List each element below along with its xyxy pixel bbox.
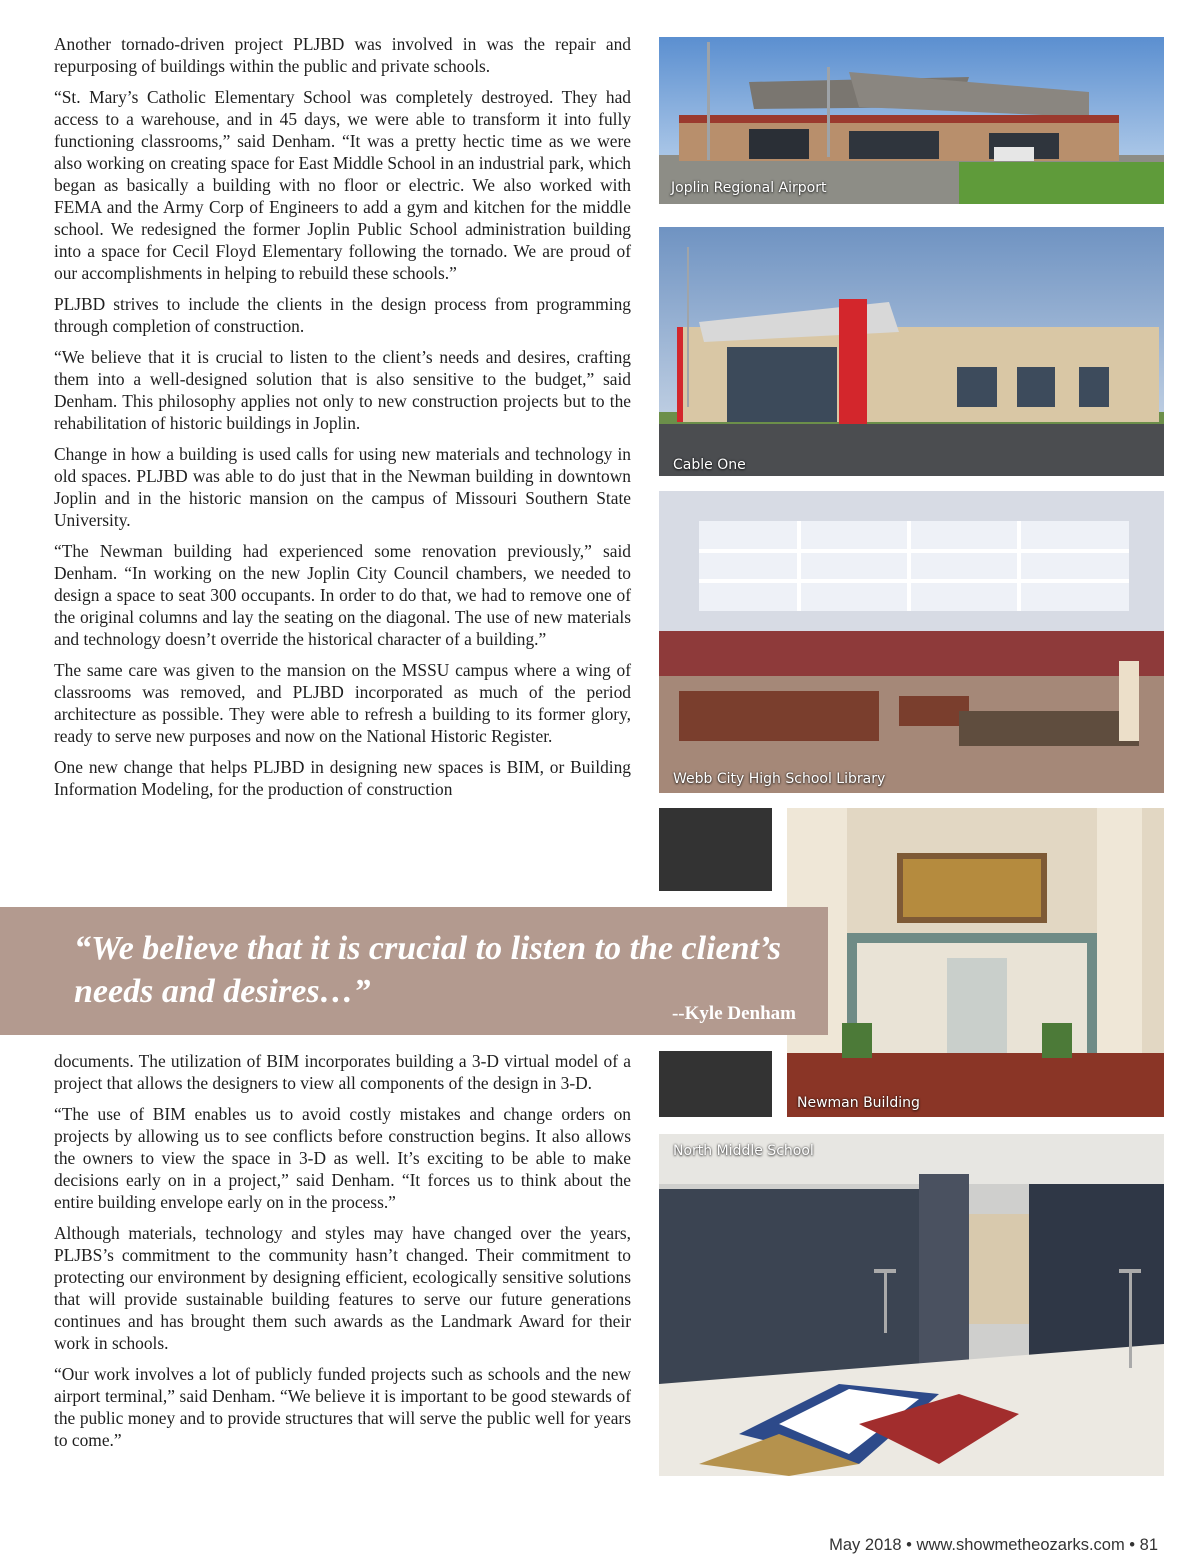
photo-caption: North Middle School xyxy=(673,1143,814,1159)
pull-quote-text: “We believe that it is crucial to listen to the client’s needs and desires…” xyxy=(74,930,782,1010)
article-paragraph: Another tornado-driven project PLJBD was involved in was the repair and repurposing of buildings within the public and private schools. xyxy=(54,34,631,76)
newman-photo xyxy=(787,808,1164,1117)
article-column-top xyxy=(54,33,631,809)
photo-caption: Cable One xyxy=(673,457,746,473)
article-paragraph: “St. Mary’s Catholic Elementary School was completely destroyed. They had access to a warehouse, and in 45 days, we were able to transform it into fully functioning classrooms,” said Denham. “It was a pretty hectic time as we were also working on creating space for East Middle School in an industrial park, which began as basically a building with no floor or electric. We also worked with FEMA and the Army Corp of Engineers to add a gym and kitchen for the middle school. We redesigned the former Joplin Public School administration building into a space for Cecil Floyd Elementary following the tornado. We are proud of our accomplishments in helping to rebuild these schools.” xyxy=(54,87,631,283)
north-middle-photo xyxy=(659,1134,1164,1476)
library-illustration xyxy=(659,491,1164,793)
airport-illustration xyxy=(659,37,1164,204)
article-paragraph: documents. The utilization of BIM incorporates building a 3-D virtual model of a project that allows the designers to view all components of the design in 3-D. xyxy=(54,1051,631,1093)
library-photo xyxy=(659,491,1164,793)
pull-quote-author: --Kyle Denham xyxy=(671,1003,796,1024)
article-paragraph: Although materials, technology and styles may have changed over the years, PLJBS’s commitment to the community hasn’t changed. Their commitment to protecting our environment by designing efficient, ecologically sensitive solutions that will provide sustainable building features to serve our future generations continues and has brought them such awards as the Landmark Award for their work in schools. xyxy=(54,1223,631,1353)
article-paragraph: Change in how a building is used calls for using new materials and technology in old spaces. PLJBD was able to do just that in the Newman building in downtown Joplin and in the historic mansion on the campus of Missouri Southern State University. xyxy=(54,444,631,530)
article-paragraph: “We believe that it is crucial to listen to the client’s needs and desires, crafting them into a well-designed solution that is also sensitive to the budget,” said Denham. This philosophy applies not only to new construction projects but to the rehabilitation of historic buildings in Joplin. xyxy=(54,347,631,433)
article-paragraph: PLJBD strives to include the clients in the design process from programming through completion of construction. xyxy=(54,294,631,336)
photo-caption: Newman Building xyxy=(797,1095,920,1111)
article-paragraph: “The use of BIM enables us to avoid costly mistakes and change orders on projects by allowing us to see conflicts before construction begins. It also allows the owners to view the space in 3-D as well. It’s exciting to be able to make decisions early on in a project,” said Denham. “It forces us to think about the entire building envelope early on in the process.” xyxy=(54,1104,631,1212)
dark-decorative-block xyxy=(659,1051,772,1117)
article-paragraph: One new change that helps PLJBD in designing new spaces is BIM, or Building Information Modeling, for the production of construction xyxy=(54,757,631,799)
pull-quote xyxy=(0,907,828,1035)
cable-one-photo xyxy=(659,227,1164,476)
article-paragraph: “Our work involves a lot of publicly funded projects such as schools and the new airport terminal,” said Denham. “We believe it is important to be good stewards of the public money and to provide structures that will serve the public well for years to come.” xyxy=(54,1364,631,1450)
article-paragraph: “The Newman building had experienced some renovation previously,” said Denham. “In working on the new Joplin City Council chambers, we needed to design a space to seat 300 occupants. In order to do that, we had to remove one of the original columns and lay the seating on the diagonal. The use of new materials and technology doesn’t override the historical character of a building.” xyxy=(54,541,631,649)
airport-photo xyxy=(659,37,1164,204)
newman-illustration xyxy=(787,808,1164,1117)
dark-decorative-block xyxy=(659,808,772,891)
photo-caption: Joplin Regional Airport xyxy=(671,180,827,196)
north-middle-illustration xyxy=(659,1134,1164,1476)
article-column-bottom xyxy=(54,1050,631,1460)
photo-caption: Webb City High School Library xyxy=(673,771,886,787)
article-paragraph: The same care was given to the mansion on the MSSU campus where a wing of classrooms was removed, and PLJBD incorporated as much of the period architecture as possible. They were able to refresh a building to its former glory, ready to serve new purposes and now on the National Historic Register. xyxy=(54,660,631,746)
page-footer: May 2018 • www.showmetheozarks.com • 81 xyxy=(829,1536,1158,1554)
cable-one-illustration xyxy=(659,227,1164,476)
